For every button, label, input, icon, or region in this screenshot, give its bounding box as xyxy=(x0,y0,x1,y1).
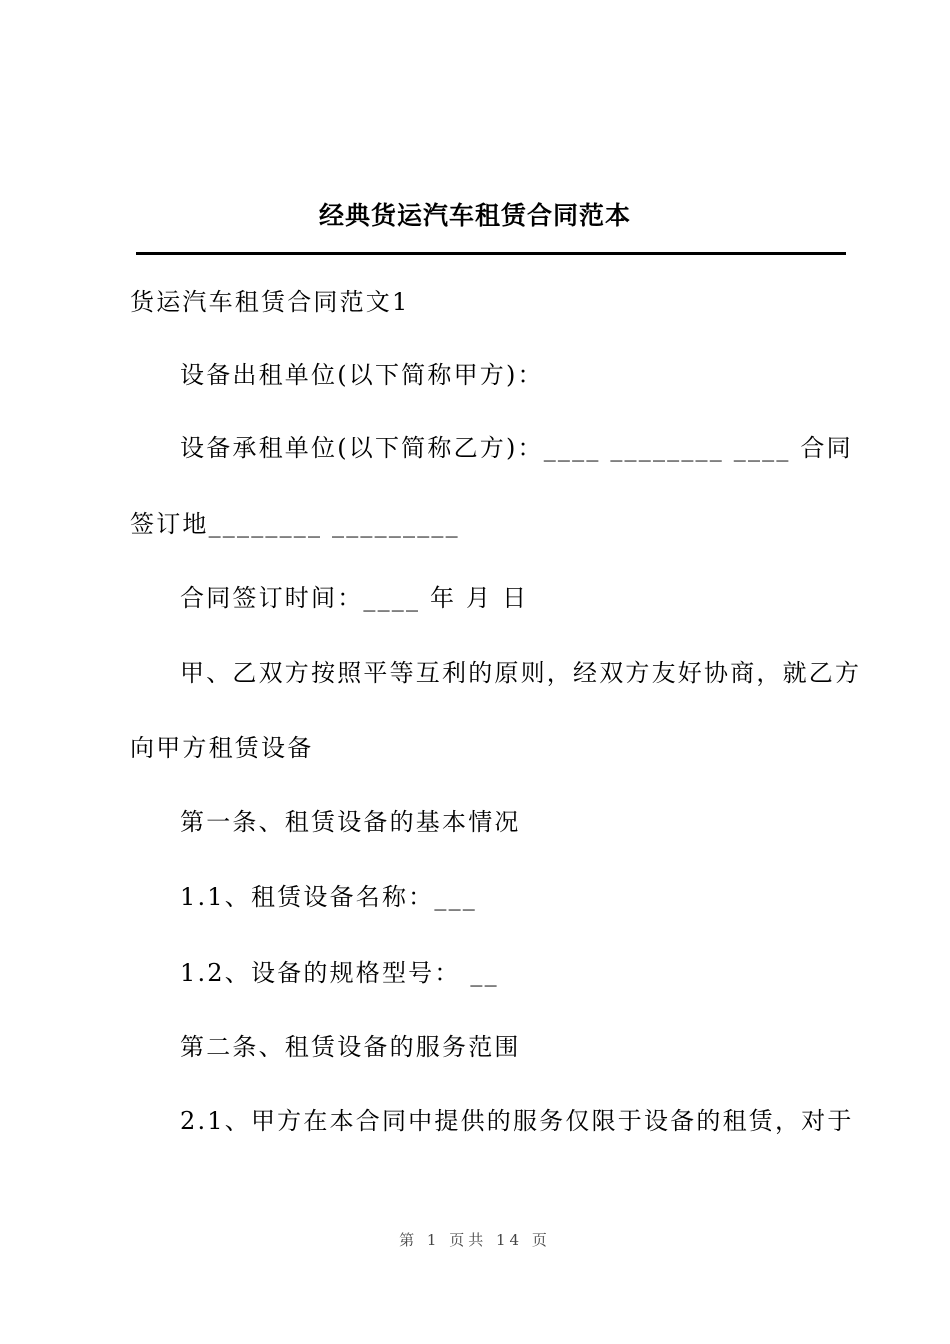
title-divider xyxy=(136,252,846,255)
paragraph-agreement-cont: 向甲方租赁设备 xyxy=(130,734,314,762)
paragraph-lessee: 设备承租单位(以下简称乙方)：____ ________ ____ 合同 xyxy=(180,434,853,462)
clause-1-1: 1.1、租赁设备名称：___ xyxy=(180,883,477,911)
page-footer: 第 1 页共 14 页 xyxy=(399,1231,551,1249)
section-heading: 货运汽车租赁合同范文1 xyxy=(130,288,410,316)
paragraph-lessor: 设备出租单位(以下简称甲方)： xyxy=(180,361,544,389)
paragraph-signing-time: 合同签订时间：____ 年 月 日 xyxy=(180,584,529,612)
article-1-heading: 第一条、租赁设备的基本情况 xyxy=(180,808,521,836)
paragraph-signing-place: 签订地________ _________ xyxy=(130,510,460,538)
document-title: 经典货运汽车租赁合同范本 xyxy=(318,201,631,230)
clause-2-1: 2.1、甲方在本合同中提供的服务仅限于设备的租赁，对于 xyxy=(180,1107,854,1135)
paragraph-agreement: 甲、乙双方按照平等互利的原则，经双方友好协商，就乙方 xyxy=(180,659,862,687)
article-2-heading: 第二条、租赁设备的服务范围 xyxy=(180,1033,521,1061)
clause-1-2: 1.2、设备的规格型号： __ xyxy=(180,959,499,987)
